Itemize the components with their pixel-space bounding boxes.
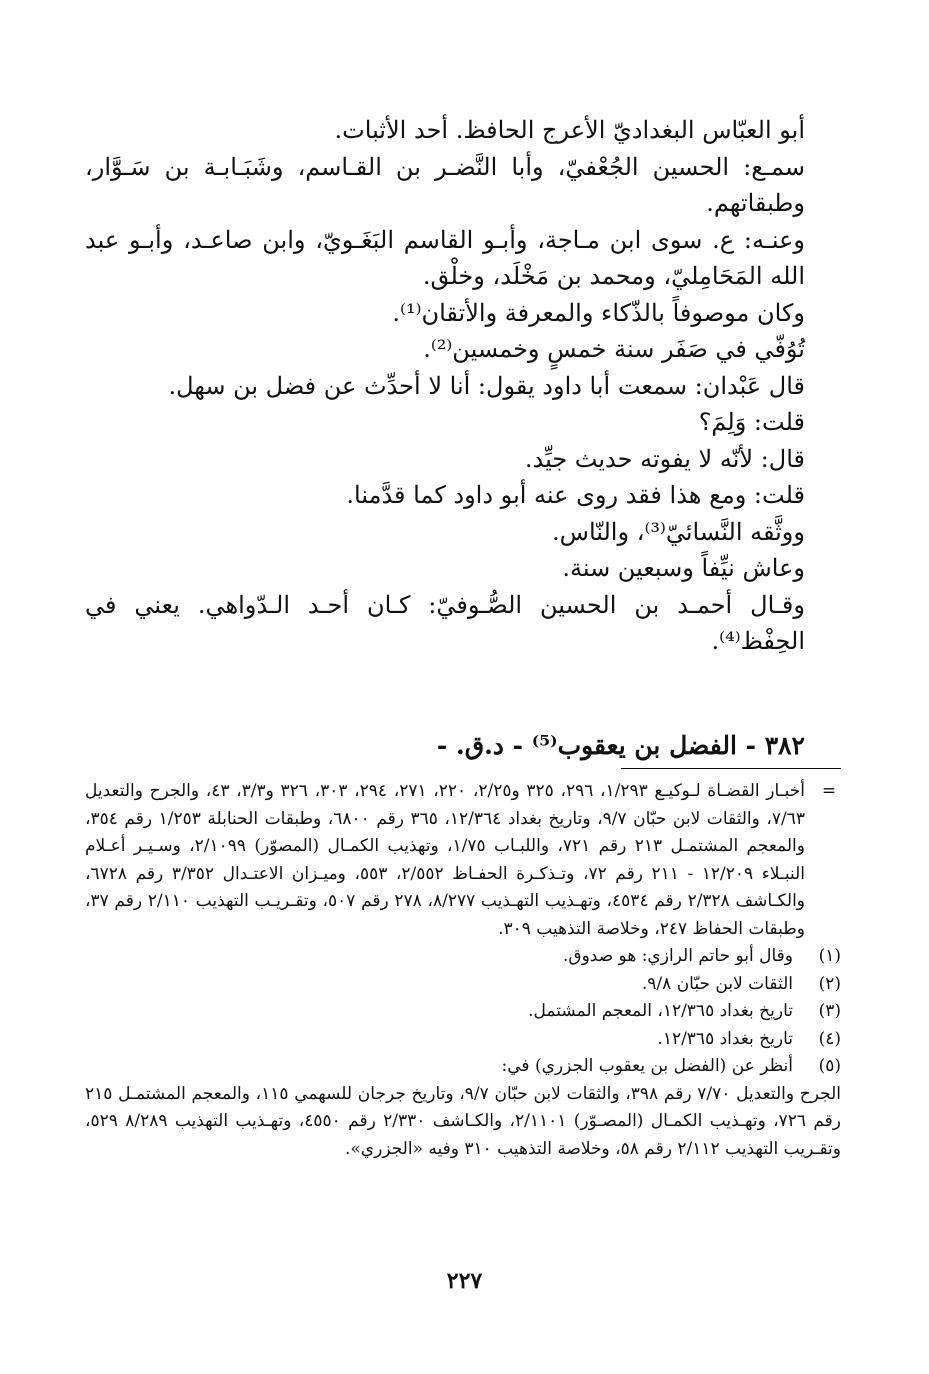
footnote-divider: [621, 768, 841, 769]
footnote-3: [85, 998, 841, 1026]
paragraph-12: وقـال أحمـد بن الحسين الصُّـوفيّ: كـان أحـد الـدّواهي. يعني في الحِفْظ⁽⁴⁾.: [85, 590, 805, 655]
paragraph-4: وكان موصوفاً بالذّكاء والمعرفة والأتقان⁽¹⁾.: [392, 298, 805, 327]
footnote-number: ( ٥ ): [801, 1053, 841, 1081]
paragraph-6: قال عَبْدان: سمعت أبا داود يقول: أنا لا أحدِّث عن فضل بن سهل.: [168, 371, 805, 400]
footnotes: [85, 778, 841, 1163]
continuation-mark: =: [821, 781, 837, 801]
paragraph-5: تُوُفّي في صَفَر سنة خمسٍ وخمسين⁽²⁾.: [423, 335, 805, 363]
paragraph-10: ووثَّقه النَّسائيّ⁽³⁾، والنّاس.: [552, 517, 805, 546]
footnote-text: أنظر عن (الفضل بن يعقوب الجزري) في:: [501, 1056, 793, 1076]
entry-heading: [105, 726, 805, 766]
footnote-text: الثقات لابن حبّان ٩/٨.: [641, 973, 793, 994]
footnote-text: تاريخ بغداد ١٢/٣٦٥، المعجم المشتمل.: [528, 1001, 793, 1021]
entry-number: ٣٨٢: [764, 731, 805, 760]
footnote-number: ( ٣ ): [801, 998, 841, 1026]
footnote-text: وقال أبو حاتم الرازي: هو صدوق.: [562, 946, 793, 966]
paragraph-9: قلت: ومع هذا فقد روى عنه أبو داود كما قدَّمنا.: [346, 481, 805, 509]
footnote-text: تاريخ بغداد ١٢/٣٦٥.: [657, 1028, 793, 1049]
paragraph-11: وعاش نيِّفاً وسبعين سنة.: [562, 554, 805, 582]
paragraph-1: أبو العبّاس البغداديّ الأعرج الحافظ. أحد الأثبات.: [334, 116, 805, 144]
biography-body: [85, 112, 841, 660]
footnote-5: [85, 1053, 841, 1081]
footnote-2: [85, 971, 841, 999]
footnote-4: [85, 1026, 841, 1054]
footnote-continuation: [85, 778, 841, 943]
footnote-number: ( ١ ): [801, 943, 841, 971]
footnote-5-body: الجرح والتعديل ٧/٧٠ رقم ٣٩٨، والثقات لابن حبّان ٩/٧، وتاريخ جرجان للسهمي ١١٥، والمعجم المشتمـل ٢١٥ رقم ٧٢٦، وتهـذيب الكمـال (المصـوّر) ٢/١١٠١، والكـاشف ٢/٣٣٠ رقم ٤٥٥٠، وتهـذيب التهذيب ٨/٢٨٩ ٥٢٩، وتقـريب التهذيب ٢/١١٢ رقم ٥٨، وخلاصة التذهيب ٣١٠ وفيه «الجزري».: [85, 1083, 842, 1159]
footnote-1: [85, 943, 841, 971]
footnote-number: ( ٢ ): [801, 971, 841, 999]
paragraph-3: وعنـه: ع. سوى ابن مـاجة، وأبـو القاسم البَغَـويّ، وابن صاعـد، وأبـو عبد الله المَحَامِليّ، ومحمد بن مَخْلَد، وخلْق.: [85, 225, 805, 290]
paragraph-2: سمـع: الحسين الجُعْفيّ، وأبا النَّضـر بن القـاسم، وشَبَـابـة بن سَـوَّار، وطبقاتهم.: [85, 152, 805, 217]
page-number: ٢٢٧: [446, 1268, 483, 1294]
footnote-number: ( ٤ ): [801, 1026, 841, 1054]
entry-title: - الفضل بن يعقوب⁽⁵⁾ - د.ق. -: [436, 731, 756, 760]
continuation-text: أخبـار القضـاة لـوكيـع ١/٢٩٣، ٢٩٦، ٣٢٥ و٢/٢٥، ٢٢٠، ٢٧١، ٢٩٤، ٣٠٣، ٣٢٦ و٣/٣، ٤٣، والجرح والتعديل ٧/٦٣، والثقات لابن حبّان ٩/٧، وتاريخ بغداد ١٢/٣٦٤، ٣٦٥ رقم ٦٨٠٠، وطبقات الحنابلة ١/٢٥٣ رقم ٣٥٤، والمعجم المشتمـل ٢١٣ رقم ٧٢١، واللبـاب ١/٧٥، وتهذيب الكمـال (المصوّر) ٢/١٠٩٩، وسـيـر أعـلام النبـلاء ١٢/٢٠٩ - ٢١١ رقم ٧٢، وتـذكـرة الحفـاظ ٢/٥٥٢، ٥٥٣، وميـزان الاعتـدال ٣/٣٥٢ رقم ٦٧٢٨، والكـاشف ٢/٣٢٨ رقم ٤٥٣٤، وتهـذيب التهـذيب ٨/٢٧٧، ٢٧٨ رقم ٥٠٧، وتقـريـب التهذيب ٢/١١٠ رقم ٣٧، وطبقات الحفاظ ٢٤٧، وخلاصة التذهيب ٣٠٩.: [85, 781, 806, 939]
paragraph-8: قال: لأنّه لا يفوته حديث جيِّد.: [524, 444, 805, 473]
paragraph-7: قلت: وَلِمَ؟: [698, 408, 805, 436]
